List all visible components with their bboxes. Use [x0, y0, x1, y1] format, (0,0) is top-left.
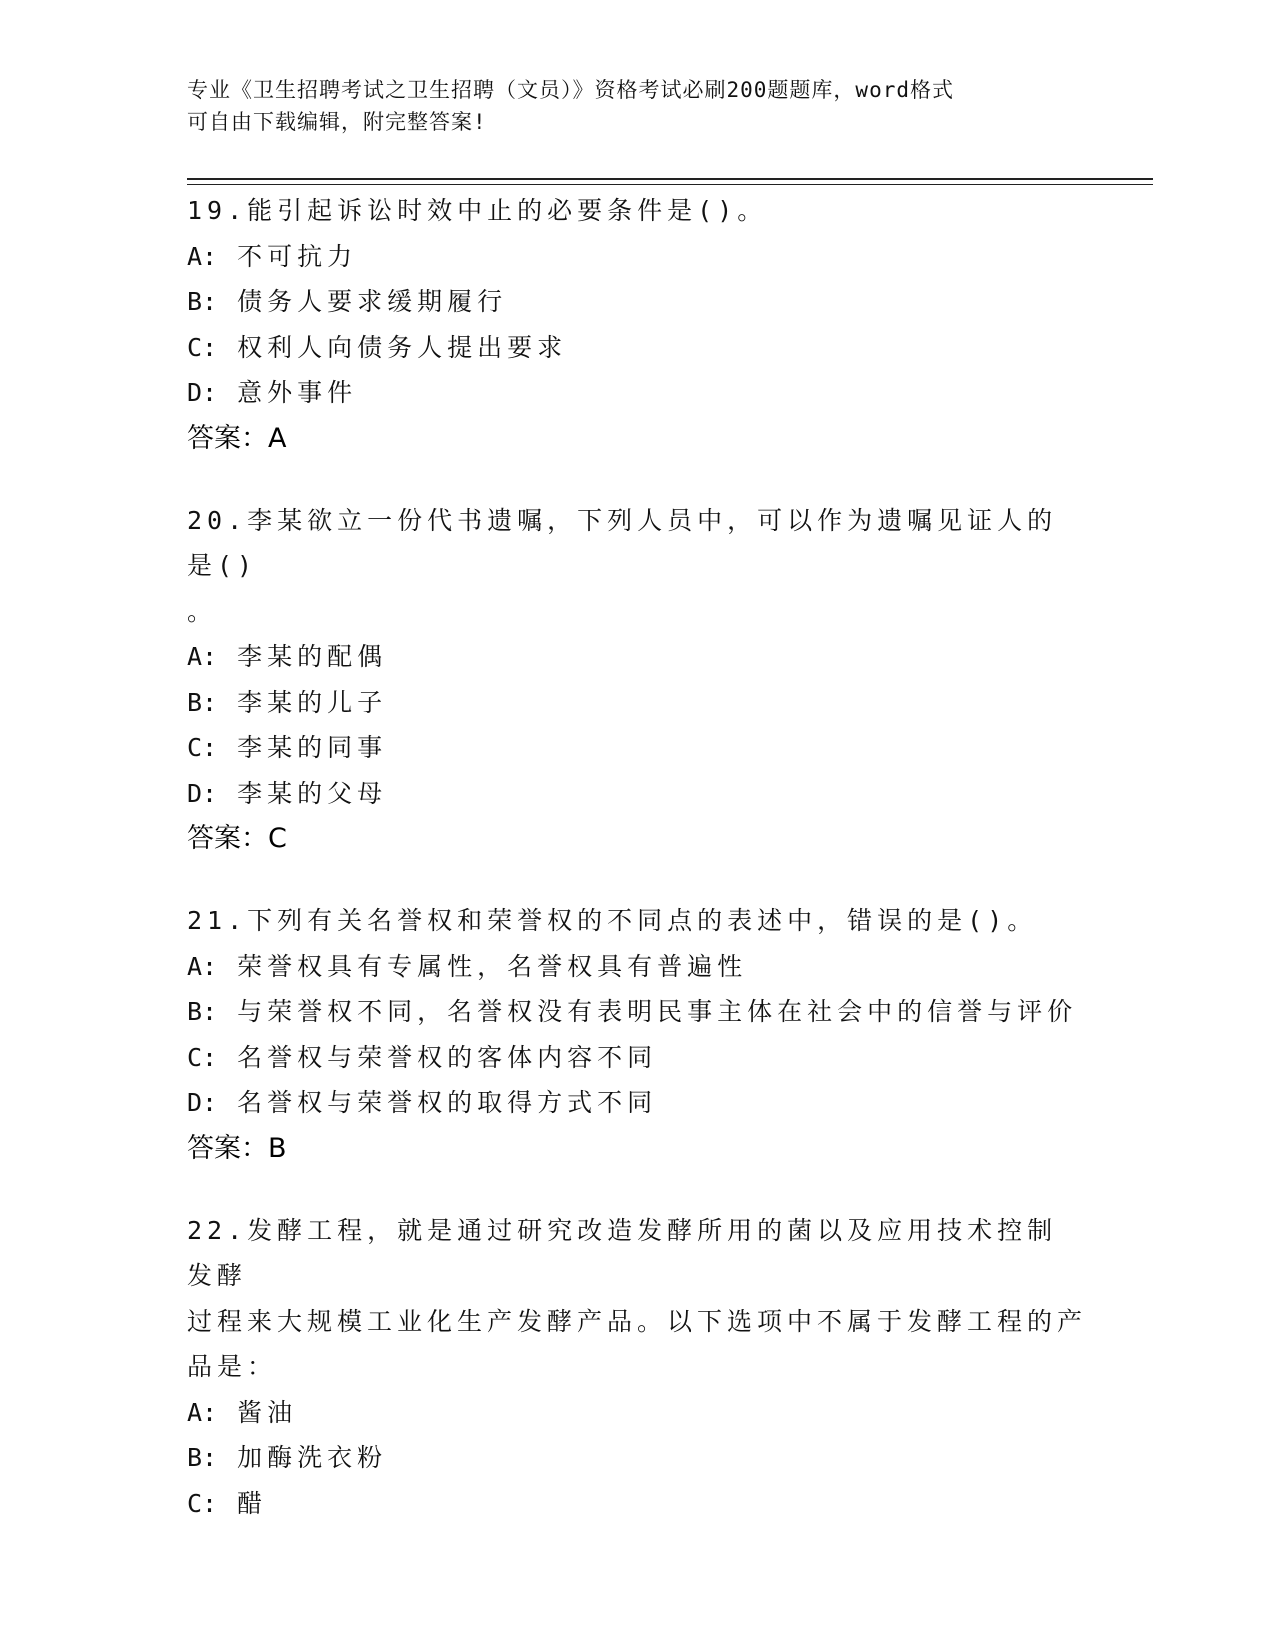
option-row: [187, 1080, 1087, 1126]
option-letter: C:: [187, 1488, 218, 1518]
question-stem: 20.李某欲立一份代书遗嘱，下列人员中，可以作为遗嘱见证人的是(): [187, 505, 1058, 580]
option-row: [187, 1435, 1087, 1481]
option-row: [187, 944, 1087, 990]
option-text: 李某的儿子: [237, 687, 388, 717]
question-block: [187, 898, 1087, 1172]
header-line-1: 专业《卫生招聘考试之卫生招聘（文员）》资格考试必刷200题题库，word格式: [187, 78, 954, 102]
header-divider-thin: [187, 184, 1153, 185]
option-text: 与荣誉权不同，名誉权没有表明民事主体在社会中的信誉与评价: [237, 997, 1078, 1026]
header-divider-thick: [187, 178, 1153, 180]
option-row: [187, 1035, 1087, 1081]
answer-line: 答案：C: [187, 823, 287, 854]
option-letter: B:: [187, 287, 218, 316]
option-row: [187, 634, 1087, 680]
option-text: 李某的父母: [237, 778, 388, 808]
question-stem: 21.下列有关名誉权和荣誉权的不同点的表述中，错误的是()。: [187, 906, 1038, 935]
option-row: [187, 1390, 1087, 1436]
option-row: [187, 234, 1087, 280]
option-text: 意外事件: [237, 378, 358, 407]
question-list: [187, 188, 1087, 1562]
question-block: [187, 498, 1087, 863]
option-letter: D:: [187, 1088, 218, 1117]
option-row: [187, 989, 1087, 1035]
option-text: 名誉权与荣誉权的客体内容不同: [237, 1042, 658, 1072]
option-letter: A:: [187, 1397, 218, 1427]
option-letter: C:: [187, 332, 218, 362]
option-row: [187, 771, 1087, 817]
option-letter: B:: [187, 687, 218, 717]
option-text: 权利人向债务人提出要求: [237, 332, 568, 362]
question-stem: 品是：: [187, 1352, 278, 1381]
question-stem: 22.发酵工程，就是通过研究改造发酵所用的菌以及应用技术控制发酵: [187, 1215, 1058, 1290]
option-letter: B:: [187, 1443, 218, 1472]
option-letter: A:: [187, 951, 218, 981]
option-text: 酱油: [237, 1397, 298, 1427]
option-row: [187, 370, 1087, 416]
option-letter: D:: [187, 378, 218, 407]
question-block: [187, 1208, 1087, 1527]
option-letter: D:: [187, 778, 218, 808]
option-row: [187, 680, 1087, 726]
question-block: [187, 188, 1087, 462]
header-line-2: 可自由下载编辑，附完整答案!: [187, 110, 487, 134]
answer-line: 答案：A: [187, 422, 287, 454]
option-row: [187, 325, 1087, 371]
option-letter: B:: [187, 997, 218, 1026]
option-text: 荣誉权具有专属性，名誉权具有普遍性: [237, 951, 748, 981]
option-row: [187, 1481, 1087, 1527]
option-row: [187, 725, 1087, 771]
option-row: [187, 279, 1087, 325]
document-header: [187, 74, 1067, 138]
question-stem: 。: [187, 596, 218, 626]
option-text: 李某的同事: [237, 733, 388, 762]
answer-line: 答案：B: [187, 1132, 287, 1164]
option-text: 李某的配偶: [237, 642, 388, 671]
option-letter: C:: [187, 733, 218, 762]
option-text: 不可抗力: [237, 241, 358, 271]
option-letter: A:: [187, 642, 218, 671]
option-text: 债务人要求缓期履行: [237, 287, 508, 316]
question-stem: 过程来大规模工业化生产发酵产品。以下选项中不属于发酵工程的产: [187, 1306, 1088, 1336]
option-letter: C:: [187, 1042, 218, 1072]
question-stem: 19.能引起诉讼时效中止的必要条件是()。: [187, 196, 768, 225]
option-text: 醋: [237, 1488, 268, 1518]
option-letter: A:: [187, 241, 218, 271]
option-text: 加酶洗衣粉: [237, 1443, 388, 1472]
option-text: 名誉权与荣誉权的取得方式不同: [237, 1088, 658, 1117]
